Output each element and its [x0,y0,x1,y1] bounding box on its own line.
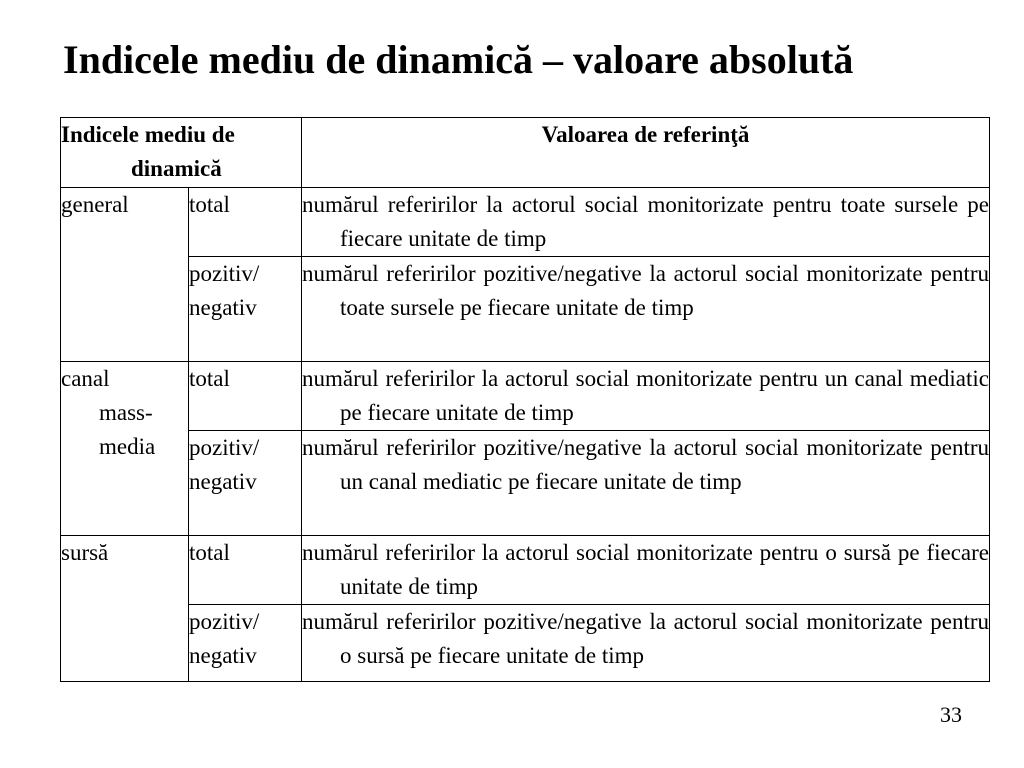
category-cell-sursa [61,536,189,682]
slide-title: Indicele mediu de dinamică – valoare absolută [63,37,854,82]
type-cell: pozitiv/ negativ [189,605,302,682]
slide-number: 33 [940,702,962,727]
table-row [61,536,990,605]
table-header-row [61,118,990,188]
table-row [61,188,990,257]
header-reference-value: Valoarea de referinţă [302,118,990,188]
table-row [61,362,990,431]
description-text: numărul referirilor pozitive/negative la actorul social monitorizate pentru toate sursele pe fiecare unitate de timp [302,261,989,320]
description-cell [302,257,990,362]
type-cell: pozitiv/ negativ [189,257,302,362]
category-label: general [61,192,129,217]
category-label: sursă [61,540,109,565]
type-cell: total [189,188,302,257]
type-cell: total [189,536,302,605]
type-cell: total [189,362,302,431]
header-indicator [61,118,302,188]
header-indicator-line2: dinamică [131,156,222,181]
description-text: numărul referirilor la actorul social monitorizate pentru o sursă pe fiecare unitate de timp [302,540,989,599]
description-text: numărul referirilor la actorul social monitorizate pentru toate sursele pe fiecare unitate de timp [302,192,989,251]
description-text: numărul referirilor la actorul social monitorizate pentru un canal mediatic pe fiecare unitate de timp [302,366,989,425]
category-label: media [99,434,156,459]
header-indicator-line1: Indicele mediu de [61,122,235,147]
description-cell [302,431,990,536]
description-cell [302,605,990,682]
description-cell [302,362,990,431]
description-cell [302,536,990,605]
type-cell: pozitiv/ negativ [189,431,302,536]
category-cell-general [61,188,189,362]
table-row [61,605,990,682]
category-label: mass- [99,400,153,425]
category-cell-canal-mass-media [61,362,189,536]
table-row [61,257,990,362]
description-cell [302,188,990,257]
category-label: canal [61,366,110,391]
description-text: numărul referirilor pozitive/negative la actorul social monitorizate pentru un canal mediatic pe fiecare unitate de timp [302,435,989,494]
dynamics-table [60,117,990,682]
description-text: numărul referirilor pozitive/negative la actorul social monitorizate pentru o sursă pe fiecare unitate de timp [302,609,989,668]
table-row [61,431,990,536]
